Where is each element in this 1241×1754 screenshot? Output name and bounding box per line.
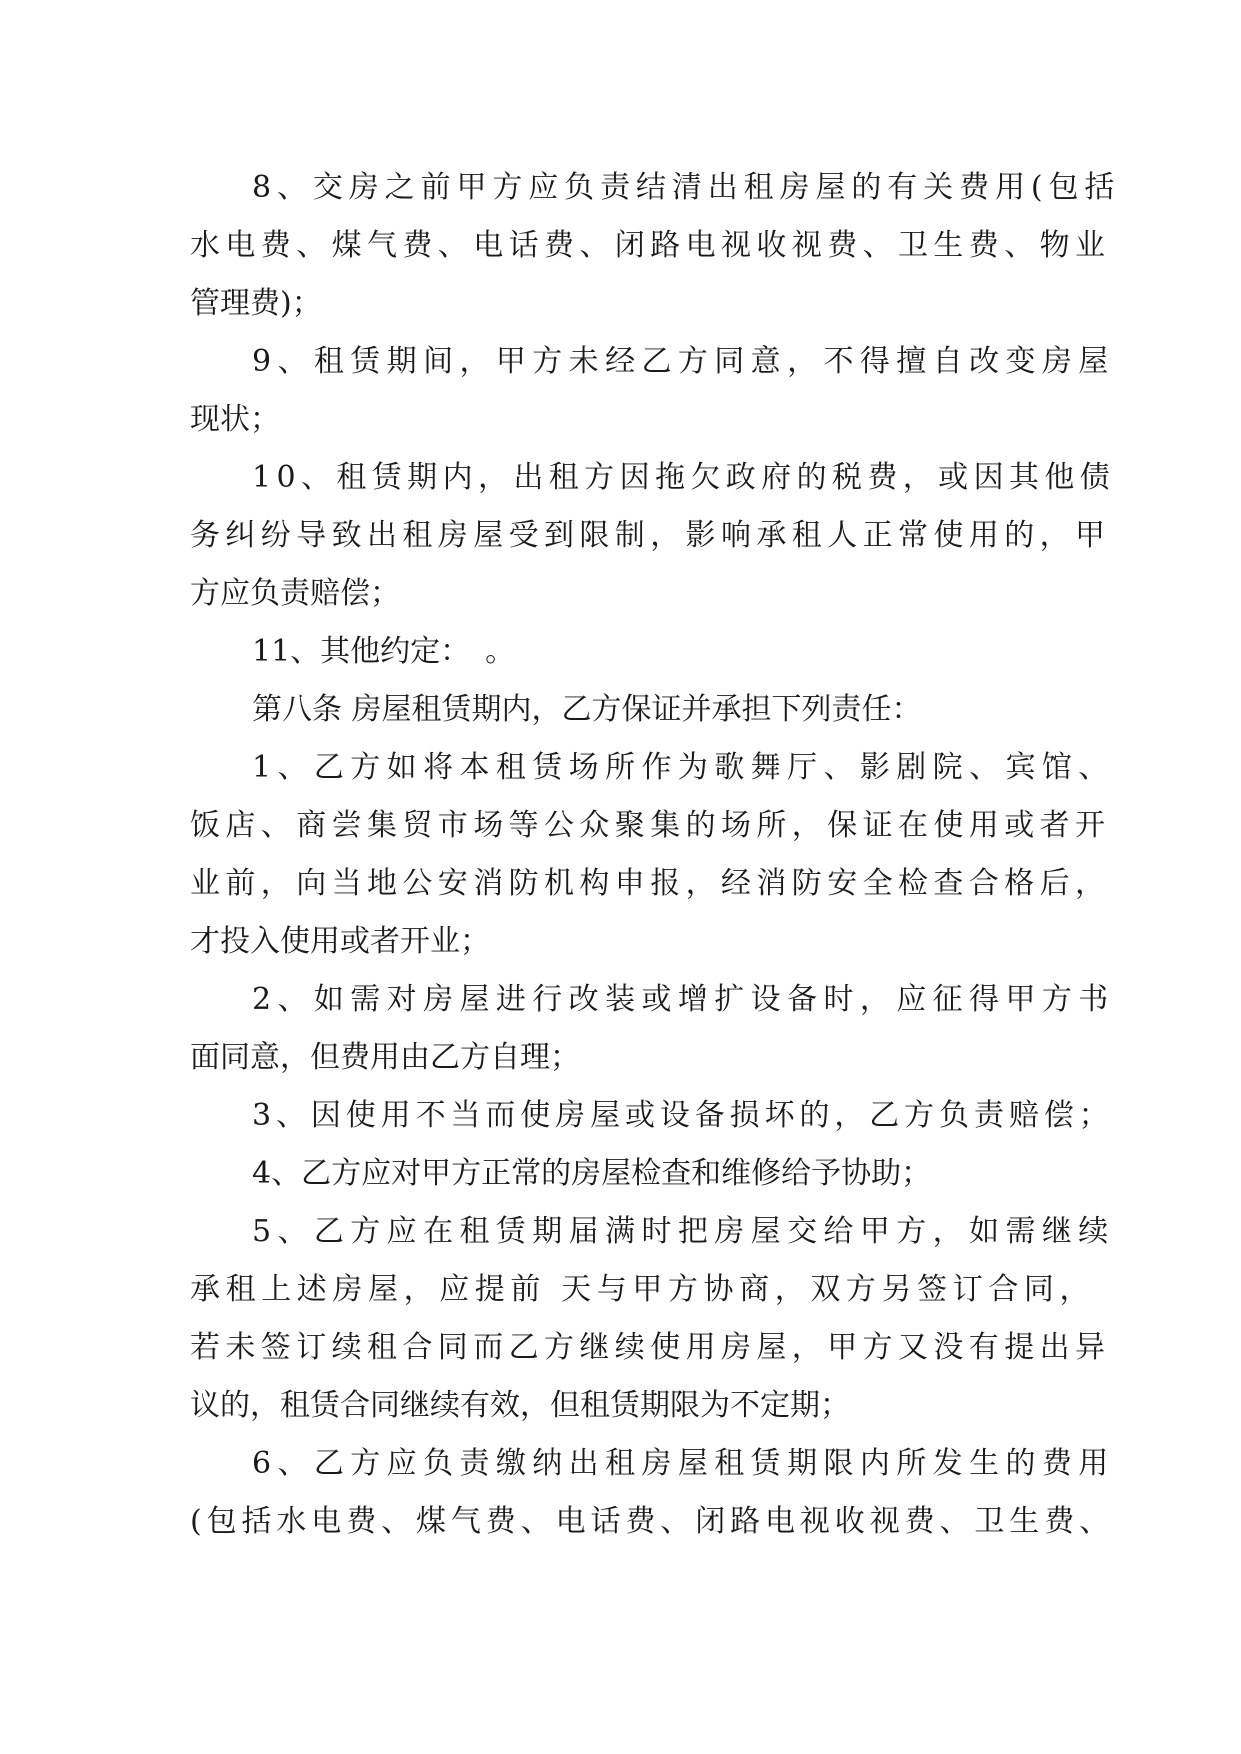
text-line: (包括水电费、煤气费、电话费、闭路电视收视费、卫生费、 xyxy=(190,1504,1115,1539)
text-line: 方应负责赔偿； xyxy=(190,576,400,611)
text-line: 面同意，但费用由乙方自理； xyxy=(190,1040,580,1075)
text-line: 现状； xyxy=(190,402,280,437)
text-line: 承租上述房屋，应提前 天与甲方协商，双方另签订合同， xyxy=(190,1272,1096,1307)
text-line: 10、租赁期内，出租方因拖欠政府的税费，或因其他债 xyxy=(252,460,1116,495)
text-line: 9、租赁期间，甲方未经乙方同意，不得擅自改变房屋 xyxy=(252,344,1115,379)
text-line: 5、乙方应在租赁期届满时把房屋交给甲方，如需继续 xyxy=(252,1214,1115,1249)
text-line: 务纠纷导致出租房屋受到限制，影响承租人正常使用的，甲 xyxy=(190,518,1111,553)
text-line: 1、乙方如将本租赁场所作为歌舞厅、影剧院、宾馆、 xyxy=(252,750,1115,785)
text-line: 6、乙方应负责缴纳出租房屋租赁期限内所发生的费用 xyxy=(252,1446,1115,1481)
text-line: 饭店、商尝集贸市场等公众聚集的场所，保证在使用或者开 xyxy=(190,808,1111,843)
text-line: 4、乙方应对甲方正常的房屋检查和维修给予协助； xyxy=(252,1156,932,1191)
text-line: 水电费、煤气费、电话费、闭路电视收视费、卫生费、物业 xyxy=(190,228,1111,263)
text-line: 议的，租赁合同继续有效，但租赁期限为不定期； xyxy=(190,1388,850,1423)
text-line: 才投入使用或者开业； xyxy=(190,924,490,959)
section-heading-article-8: 第八条 房屋租赁期内，乙方保证并承担下列责任： xyxy=(252,692,922,727)
text-line: 11、其他约定： 。 xyxy=(252,634,516,669)
text-line: 若未签订续租合同而乙方继续使用房屋，甲方又没有提出异 xyxy=(190,1330,1111,1365)
text-line: 3、因使用不当而使房屋或设备损坏的，乙方负责赔偿； xyxy=(252,1098,1114,1133)
text-line: 业前，向当地公安消防机构申报，经消防安全检查合格后， xyxy=(190,866,1111,901)
text-line: 管理费)； xyxy=(190,286,322,321)
text-line: 2、如需对房屋进行改装或增扩设备时，应征得甲方书 xyxy=(252,982,1115,1017)
text-line: 8、交房之前甲方应负责结清出租房屋的有关费用(包括 xyxy=(252,170,1121,205)
